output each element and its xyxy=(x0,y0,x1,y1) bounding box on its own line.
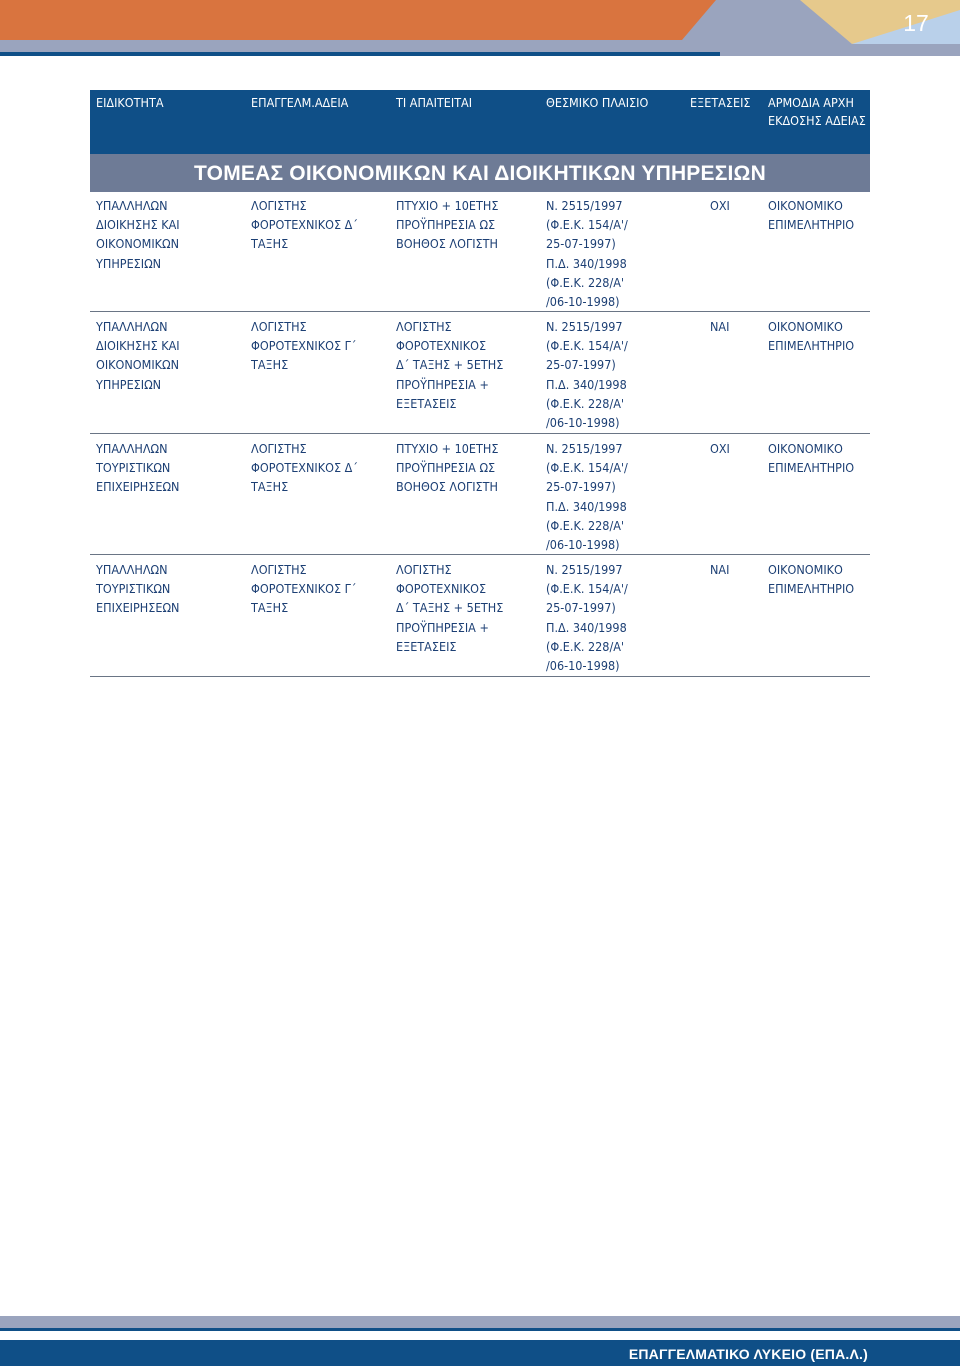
cell-specialty: ΥΠΑΛΛΗΛΩΝ ΔΙΟΙΚΗΣΗΣ ΚΑΙ ΟΙΚΟΝΟΜΙΚΩΝ ΥΠΗΡΕΣΙΩΝ xyxy=(96,198,180,271)
cell-requirements: ΠΤΥΧΙΟ + 10ΕΤΗΣ ΠΡΟΫΠΗΡΕΣΙΑ ΩΣ ΒΟΗΘΟΣ ΛΟΓΙΣΤΗ xyxy=(396,441,499,495)
header-requirements: ΤΙ ΑΠΑΙΤΕΙΤΑΙ xyxy=(396,95,473,110)
cell-exams: ΝΑΙ xyxy=(710,562,730,577)
header-framework: ΘΕΣΜΙΚΟ ΠΛΑΙΣΙΟ xyxy=(546,95,649,110)
table-header xyxy=(90,90,870,154)
cell-license: ΛΟΓΙΣΤΗΣ ΦΟΡΟΤΕΧΝΙΚΟΣ Δ΄ ΤΑΞΗΣ xyxy=(251,198,358,252)
header-corner-decoration xyxy=(0,0,960,60)
footer-gray-band xyxy=(0,1316,960,1328)
section-title: ΤΟΜΕΑΣ ΟΙΚΟΝΟΜΙΚΩΝ ΚΑΙ ΔΙΟΙΚΗΤΙΚΩΝ ΥΠΗΡΕΣΙΩΝ xyxy=(194,162,766,185)
header-specialty: ΕΙΔΙΚΟΤΗΤΑ xyxy=(96,95,164,110)
cell-authority: ΟΙΚΟΝΟΜΙΚΟ ΕΠΙΜΕΛΗΤΗΡΙΟ xyxy=(768,198,855,233)
cell-requirements: ΛΟΓΙΣΤΗΣ ΦΟΡΟΤΕΧΝΙΚΟΣ Δ΄ ΤΑΞΗΣ + 5ΕΤΗΣ ΠΡΟΫΠΗΡΕΣΙΑ + ΕΞΕΤΑΣΕΙΣ xyxy=(396,562,504,654)
cell-specialty: ΥΠΑΛΛΗΛΩΝ ΤΟΥΡΙΣΤΙΚΩΝ ΕΠΙΧΕΙΡΗΣΕΩΝ xyxy=(96,441,180,495)
page-number: 17 xyxy=(903,10,929,36)
cell-specialty: ΥΠΑΛΛΗΛΩΝ ΤΟΥΡΙΣΤΙΚΩΝ ΕΠΙΧΕΙΡΗΣΕΩΝ xyxy=(96,562,180,616)
cell-framework: Ν. 2515/1997 (Φ.Ε.Κ. 154/Α'/ 25-07-1997) Π.Δ. 340/1998 (Φ.Ε.Κ. 228/Α' /06-10-1998) xyxy=(546,441,628,553)
section-title-bar xyxy=(90,154,870,192)
table-row xyxy=(90,556,870,677)
footer-blue-line xyxy=(0,1328,960,1331)
table-row xyxy=(90,435,870,555)
cell-exams: ΟΧΙ xyxy=(710,441,730,456)
header-authority: ΑΡΜΟΔΙΑ ΑΡΧΗ ΕΚΔΟΣΗΣ ΑΔΕΙΑΣ xyxy=(768,95,866,128)
cell-specialty: ΥΠΑΛΛΗΛΩΝ ΔΙΟΙΚΗΣΗΣ ΚΑΙ ΟΙΚΟΝΟΜΙΚΩΝ ΥΠΗΡΕΣΙΩΝ xyxy=(96,319,180,392)
cell-requirements: ΠΤΥΧΙΟ + 10ΕΤΗΣ ΠΡΟΫΠΗΡΕΣΙΑ ΩΣ ΒΟΗΘΟΣ ΛΟΓΙΣΤΗ xyxy=(396,198,499,252)
cell-framework: Ν. 2515/1997 (Φ.Ε.Κ. 154/Α'/ 25-07-1997) Π.Δ. 340/1998 (Φ.Ε.Κ. 228/Α' /06-10-1998) xyxy=(546,198,628,310)
cell-license: ΛΟΓΙΣΤΗΣ ΦΟΡΟΤΕΧΝΙΚΟΣ Δ΄ ΤΑΞΗΣ xyxy=(251,441,358,495)
header-exams: ΕΞΕΤΑΣΕΙΣ xyxy=(690,95,751,110)
cell-authority: ΟΙΚΟΝΟΜΙΚΟ ΕΠΙΜΕΛΗΤΗΡΙΟ xyxy=(768,441,855,476)
cell-requirements: ΛΟΓΙΣΤΗΣ ΦΟΡΟΤΕΧΝΙΚΟΣ Δ΄ ΤΑΞΗΣ + 5ΕΤΗΣ ΠΡΟΫΠΗΡΕΣΙΑ + ΕΞΕΤΑΣΕΙΣ xyxy=(396,319,504,411)
footer-title: ΕΠΑΓΓΕΛΜΑΤΙΚΟ ΛΥΚΕΙΟ (ΕΠΑ.Λ.) xyxy=(628,1346,868,1362)
cell-framework: Ν. 2515/1997 (Φ.Ε.Κ. 154/Α'/ 25-07-1997) Π.Δ. 340/1998 (Φ.Ε.Κ. 228/Α' /06-10-1998) xyxy=(546,319,628,431)
table-row xyxy=(90,192,870,312)
cell-authority: ΟΙΚΟΝΟΜΙΚΟ ΕΠΙΜΕΛΗΤΗΡΙΟ xyxy=(768,562,855,597)
cell-license: ΛΟΓΙΣΤΗΣ ΦΟΡΟΤΕΧΝΙΚΟΣ Γ΄ ΤΑΞΗΣ xyxy=(251,319,357,373)
cell-authority: ΟΙΚΟΝΟΜΙΚΟ ΕΠΙΜΕΛΗΤΗΡΙΟ xyxy=(768,319,855,354)
cell-license: ΛΟΓΙΣΤΗΣ ΦΟΡΟΤΕΧΝΙΚΟΣ Γ΄ ΤΑΞΗΣ xyxy=(251,562,357,616)
cell-exams: ΟΧΙ xyxy=(710,198,730,213)
table-row xyxy=(90,313,870,434)
cell-exams: ΝΑΙ xyxy=(710,319,730,334)
header-license: ΕΠΑΓΓΕΛΜ.ΑΔΕΙΑ xyxy=(251,95,349,110)
cell-framework: Ν. 2515/1997 (Φ.Ε.Κ. 154/Α'/ 25-07-1997) Π.Δ. 340/1998 (Φ.Ε.Κ. 228/Α' /06-10-1998) xyxy=(546,562,628,674)
